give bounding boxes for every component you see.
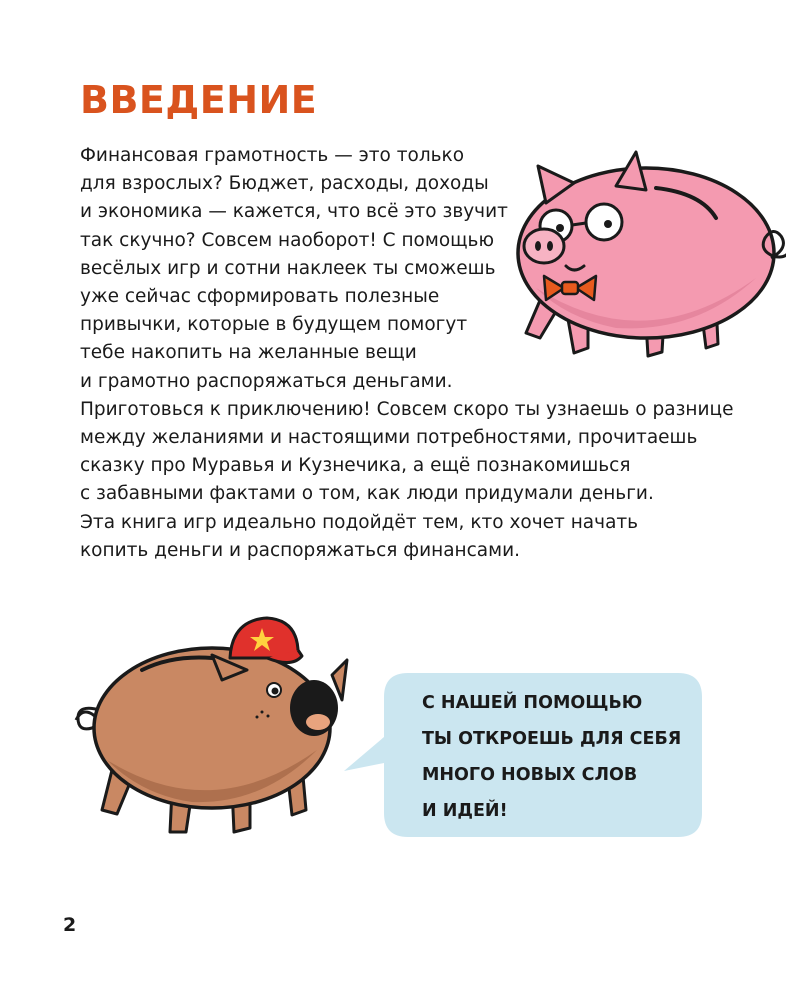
intro-line: так скучно? Совсем наоборот! С помощью <box>80 229 495 251</box>
bubble-line: И ИДЕЙ! <box>422 801 508 821</box>
brown-piggy-illustration <box>62 610 362 840</box>
intro-line: Приготовься к приключению! Совсем скоро ты узнаешь о разнице <box>80 398 734 420</box>
intro-line: копить деньги и распоряжаться финансами. <box>80 539 521 561</box>
pink-piggy-illustration <box>496 148 786 363</box>
intro-line: Финансовая грамотность — это только <box>80 145 465 166</box>
bubble-line: МНОГО НОВЫХ СЛОВ <box>422 765 638 785</box>
intro-line: и грамотно распоряжаться деньгами. <box>80 370 453 392</box>
intro-line: уже сейчас сформировать полезные <box>80 286 440 308</box>
page-title: ВВЕДЕНИЕ <box>80 78 318 122</box>
intro-line: между желаниями и настоящими потребностями, прочитаешь <box>80 427 698 449</box>
page-number: 2 <box>63 914 77 936</box>
intro-line: сказку про Муравья и Кузнечика, а ещё познакомишься <box>80 455 631 477</box>
bubble-line: С НАШЕЙ ПОМОЩЬЮ <box>422 693 643 713</box>
speech-bubble-text <box>422 685 702 829</box>
speech-bubble <box>384 665 702 838</box>
intro-line: Эта книга игр идеально подойдёт тем, кто хочет начать <box>80 511 639 533</box>
intro-line: для взрослых? Бюджет, расходы, доходы <box>80 173 489 195</box>
intro-line: и экономика — кажется, что всё это звучит <box>80 201 508 223</box>
bubble-line: ТЫ ОТКРОЕШЬ ДЛЯ СЕБЯ <box>422 729 682 749</box>
intro-line: с забавными фактами о том, как люди придумали деньги. <box>80 483 654 505</box>
intro-line: весёлых игр и сотни наклеек ты сможешь <box>80 257 496 279</box>
intro-line: тебе накопить на желанные вещи <box>80 342 417 364</box>
intro-line: привычки, которые в будущем помогут <box>80 314 468 336</box>
